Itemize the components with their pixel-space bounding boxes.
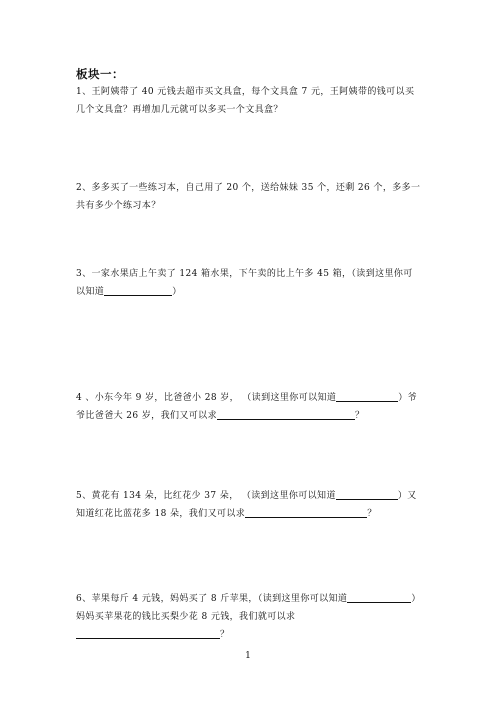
question-5-line-2	[76, 505, 422, 523]
question-1-line-2: 几个文具盒？再增加几元就可以多买一个文具盒？	[76, 105, 283, 115]
question-1	[76, 83, 422, 119]
question-5-line-1-text: 5、黄花有 134 朵，比红花少 37 朵， （读到这里你可以知道	[76, 491, 336, 501]
question-6-line-2: 妈妈买苹果花的钱比买梨少花 8 元钱，我们就可以求	[76, 612, 296, 622]
answer-blank[interactable]	[245, 507, 367, 518]
question-1-line-1: 1、王阿姨带了 40 元钱去超市买文具盒，每个文具盒 7 元，王阿姨带的钱可以买	[76, 87, 415, 97]
question-3-line-1: 3、一家水果店上午卖了 124 箱水果，下午卖的比上午多 45 箱，（读到这里你可	[76, 269, 413, 279]
question-4-line-1	[76, 389, 422, 407]
answer-blank[interactable]	[76, 628, 220, 639]
question-6-line-1-end: ）	[411, 594, 421, 604]
question-6-line-3	[76, 626, 422, 644]
question-3-line-2-end: ）	[172, 287, 182, 297]
question-4-line-1-end: ）爷	[398, 393, 418, 403]
answer-blank[interactable]	[347, 592, 411, 603]
answer-blank[interactable]	[217, 409, 355, 420]
question-5-line-1	[76, 487, 422, 505]
question-4-line-1-text: 4 、小东今年 9 岁，比爸爸小 28 岁， （读到这里你可以知道	[76, 393, 337, 403]
question-5-line-1-end: ）又	[397, 491, 417, 501]
question-2-line-2: 共有多少个练习本？	[76, 201, 161, 211]
question-2-line-1: 2、多多买了一些练习本，自己用了 20 个，送给妹妹 35 个，还剩 26 个，多多一	[76, 183, 421, 193]
question-4-line-2	[76, 407, 422, 425]
question-3	[76, 265, 422, 301]
question-3-line-2-text: 以知道	[76, 287, 105, 297]
page-number: 1	[245, 651, 251, 661]
answer-blank[interactable]	[104, 285, 172, 296]
question-6-line-1	[76, 590, 422, 608]
question-6-line-3-end: ？	[220, 630, 230, 640]
answer-blank[interactable]	[336, 489, 398, 500]
question-3-line-2	[76, 283, 422, 301]
question-5-line-2-end: ？	[367, 509, 377, 519]
question-4-line-2-end: ？	[354, 411, 365, 421]
question-5-line-2-text: 知道红花比蓝花多 18 朵，我们又可以求	[76, 509, 246, 519]
answer-blank[interactable]	[336, 391, 398, 402]
question-4	[76, 389, 422, 425]
question-4-line-2-text: 爷比爸爸大 26 岁，我们又可以求	[76, 411, 217, 421]
question-6-line-1-text: 6、苹果每斤 4 元钱，妈妈买了 8 斤苹果，（读到这里你可以知道	[76, 594, 348, 604]
question-5	[76, 487, 422, 523]
question-2	[76, 179, 422, 215]
section-title: 板块一：	[76, 67, 124, 81]
question-6	[76, 590, 422, 644]
